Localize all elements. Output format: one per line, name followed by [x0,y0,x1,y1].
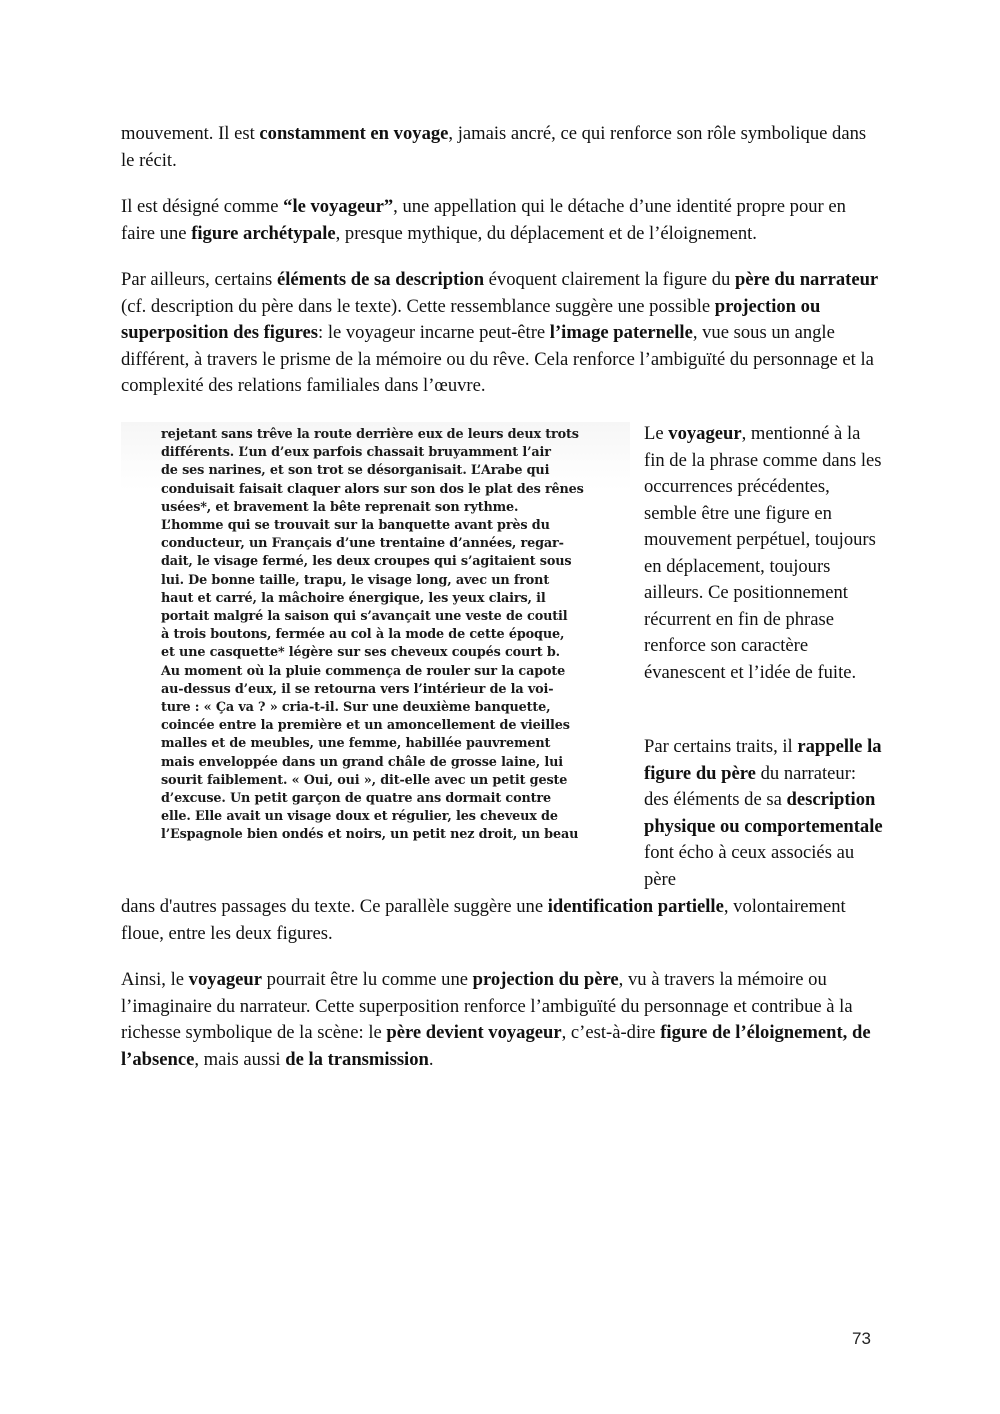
text-run: , mais aussi [194,1048,286,1070]
text-run: dans d'autres passages du texte. Ce parallèle suggère une [121,896,548,917]
text-run: mouvement. Il est [121,123,260,144]
text-run: : le voyageur incarne peut-être [318,322,550,343]
scanned-book-excerpt [121,422,630,877]
text-run: Il est désigné comme [121,196,284,217]
bold-phrase: père devient voyageur [386,1022,562,1043]
bold-phrase: figure archétypale [191,222,336,244]
bold-phrase: “le voyageur” [283,196,394,217]
bold-phrase: voyageur [188,969,263,990]
paragraph-1 [121,121,881,174]
text-run: , vue sous un angle différent, à travers le prisme de la mémoire ou du rêve. Cela renforce l’ambiguïté du personnage et la complexité des relations familiales dans l’œuvre. [121,322,874,396]
text-run: (cf. description du père dans le texte). Cette ressemblance suggère une possible [121,295,715,317]
bold-phrase: voyageur [668,423,742,444]
bold-phrase: projection du père [472,969,619,990]
side-paragraph-1 [644,421,884,686]
bold-phrase: constamment en voyage [259,123,449,144]
text-run: Le [644,423,669,444]
text-run: évoquent clairement la figure du [484,269,735,290]
text-run: Par certains traits, il [644,736,798,757]
page-number: 73 [852,1329,871,1348]
paragraph-3 [121,267,881,400]
bold-phrase: père du narrateur [734,269,879,290]
text-run: pourrait être lu comme une [262,969,473,990]
text-run: Par ailleurs, certains [121,269,277,290]
bold-phrase: figure de l’éloignement, de l’absence [121,1022,871,1070]
bold-phrase: description physique ou comportementale [644,789,883,837]
bold-phrase: éléments de sa description [276,269,485,290]
bold-phrase: rappelle la figure du père [644,736,882,784]
text-run: font écho à ceux associés au père [644,842,855,890]
text-run: Ainsi, le [121,969,189,990]
scanned-excerpt-text: rejetant sans trêve la route derrière eux de leurs deux trots différents. L’un d’eux parfois chassait bruyamment l’air de ses narines, et son trot se désorganisait. L’Arabe qui conduisait faisait claquer alors sur son dos le plat des rênes usées*, et bravement la bête reprenait son rythme. L’homme qui se trouvait sur la banquette avant près du conducteur, un Français d’une trentaine d’années, regar- dait, le visage fermé, les deux croupes qui s’agitaient sous lui. De bonne taille, trapu, le visage long, avec un front haut et carré, la mâchoire énergique, les yeux clairs, il portait malgré la saison qui s’avançait une veste de coutil à trois boutons, fermée au col à la mode de cette époque, et une casquette* légère sur ses cheveux coupés court b. Au moment où la pluie commença de rouler sur la capote au-dessus d’eux, il se retourna vers l’intérieur de la voi- ture : « Ça va ? » cria-t-il. Sur une deuxième banquette, coincée entre la première et un amoncellement de vieilles malles et de meubles, une femme, habillée pauvrement mais enveloppée dans un grand châle de grosse laine, lui sourit faiblement. « Oui, oui », dit-elle avec un petit geste d’excuse. Un petit garçon de quatre ans dormait contre elle. Elle avait un visage doux et régulier, les cheveux de l’Espagnole bien ondés et noirs, un petit nez droit, un beau [161,427,584,843]
paragraph-conclusion [121,967,881,1073]
text-run: , mentionné à la fin de la phrase comme dans les occurrences précédentes, semble être une figure en mouvement perpétuel, toujours en déplacement, toujours ailleurs. Ce positionnement récurrent en fin de phrase renforce son caractère évanescent et l’idée de fuite. [644,423,882,683]
text-run: , volontairement floue, entre les deux figures. [121,896,846,944]
text-run: , une appellation qui le détache d’une identité propre pour en faire une [121,196,846,244]
paragraph-continuation [121,894,881,947]
text-run: , c’est-à-dire [561,1022,661,1043]
text-run: du narrateur: des éléments de sa [644,762,857,810]
text-run: , presque mythique, du déplacement et de l’éloignement. [335,222,757,244]
bold-phrase: de la transmission [285,1048,429,1070]
bold-phrase: l’image paternelle [549,322,693,343]
paragraph-2 [121,194,881,247]
text-run: , jamais ancré, ce qui renforce son rôle symbolique dans le récit. [121,123,867,171]
bold-phrase: projection ou superposition des figures [121,295,821,343]
bold-phrase: identification partielle [547,896,724,917]
text-run: , vu à travers la mémoire ou l’imaginaire du narrateur. Cette superposition renforce l’ambiguïté du personnage et contribue à la richesse symbolique de la scène: le [121,969,853,1043]
text-run: . [428,1048,434,1070]
side-paragraph-2 [644,734,884,893]
